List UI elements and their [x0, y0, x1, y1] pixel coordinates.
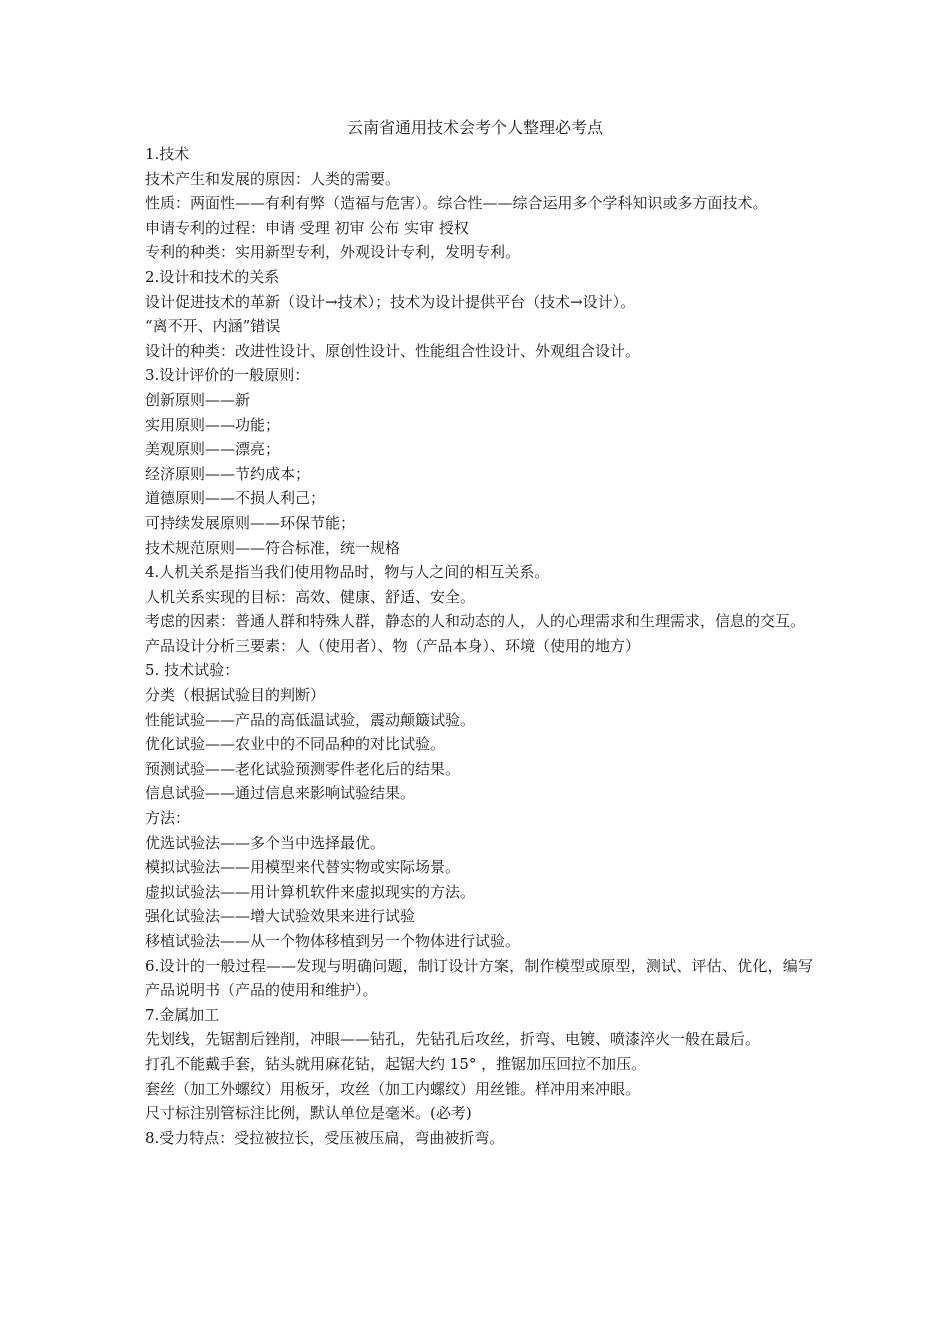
text-line: 尺寸标注别管标注比例，默认单位是毫米。(必考)	[145, 1104, 472, 1123]
text-line: 技术产生和发展的原因：人类的需要。	[145, 169, 401, 188]
text-line: 模拟试验法——用模型来代替实物或实际场景。	[145, 858, 461, 877]
text-line: 强化试验法——增大试验效果来进行试验	[145, 907, 416, 926]
text-line: 道德原则——不损人利己；	[145, 489, 326, 508]
text-line: 移植试验法——从一个物体移植到另一个物体进行试验。	[145, 932, 521, 950]
section-heading: 5. 技术试验：	[145, 661, 240, 680]
section-heading: 3.设计评价的一般原则：	[145, 366, 310, 385]
text-line: 考虑的因素：普通人群和特殊人群，静态的人和动态的人，人的心理需求和生理需求，信息的交互。	[145, 612, 806, 631]
text-line: 分类（根据试验目的判断）	[145, 686, 326, 705]
section-heading: 4.人机关系是指当我们使用物品时，物与人之间的相互关系。	[145, 563, 550, 582]
text-line: “离不开、内涵”错误	[145, 317, 281, 336]
text-line: 预测试验——老化试验预测零件老化后的结果。	[145, 759, 461, 778]
text-line: 创新原则——新	[145, 390, 251, 409]
text-line: 性能试验——产品的高低温试验，震动颠簸试验。	[145, 710, 476, 729]
text-line: 实用原则——功能；	[145, 415, 281, 434]
text-line: 方法：	[145, 809, 191, 828]
section-heading: 1.技术	[145, 145, 190, 163]
text-line: 性质：两面性——有利有弊（造福与危害）。综合性——综合运用多个学科知识或多方面技术。	[145, 194, 768, 213]
text-line: 申请专利的过程：申请 受理 初审 公布 实审 授权	[145, 218, 469, 237]
section-heading: 6.设计的一般过程——发现与明确问题，制订设计方案，制作模型或原型，测试、评估、优化，编写产品说明书（产品的使用和维护）。	[145, 956, 813, 1000]
text-line: 专利的种类：实用新型专利，外观设计专利，发明专利。	[145, 243, 521, 262]
text-line: 打孔不能戴手套，钻头就用麻花钻，起锯大约 15° ，推锯加压回拉不加压。	[145, 1054, 647, 1073]
text-line: 先划线，先锯割后锉削，冲眼——钻孔，先钻孔后攻丝，折弯、电镀、喷漆淬火一般在最后。	[145, 1030, 761, 1049]
text-line: 人机关系实现的目标：高效、健康、舒适、安全。	[145, 587, 476, 606]
section-heading: 7.金属加工	[145, 1005, 220, 1024]
document-body	[145, 142, 813, 1150]
text-line: 虚拟试验法——用计算机软件来虚拟现实的方法。	[145, 882, 476, 901]
text-line: 套丝（加工外螺纹）用板牙，攻丝（加工内螺纹）用丝锥。样冲用来冲眼。	[145, 1079, 641, 1098]
text-line: 技术规范原则——符合标准，统一规格	[145, 538, 401, 557]
text-line: 优选试验法——多个当中选择最优。	[145, 833, 386, 852]
document-title: 云南省通用技术会考个人整理必考点	[346, 118, 603, 137]
section-heading: 2.设计和技术的关系	[145, 267, 280, 286]
text-line: 可持续发展原则——环保节能；	[145, 513, 356, 532]
text-line: 设计的种类：改进性设计、原创性设计、性能组合性设计、外观组合设计。	[145, 341, 641, 360]
text-line: 产品设计分析三要素：人（使用者）、物（产品本身）、环境（使用的地方）	[145, 636, 641, 655]
text-line: 美观原则——漂亮；	[145, 440, 281, 459]
text-line: 信息试验——通过信息来影响试验结果。	[145, 784, 416, 803]
text-line: 优化试验——农业中的不同品种的对比试验。	[145, 735, 446, 754]
text-line: 经济原则——节约成本；	[145, 464, 311, 483]
section-heading: 8.受力特点：受拉被拉长，受压被压扁，弯曲被折弯。	[145, 1128, 505, 1147]
text-line: 设计促进技术的革新（设计→技术）；技术为设计提供平台（技术→设计）。	[145, 292, 636, 311]
